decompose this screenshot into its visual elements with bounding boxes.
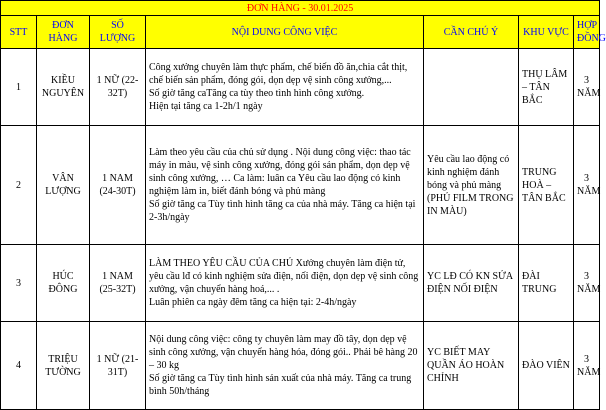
title-row	[1, 1, 600, 16]
row-stt: 3	[1, 245, 37, 322]
row-note: YC LĐ CÓ KN SỬA ĐIỆN NỐI ĐIỆN	[424, 245, 519, 322]
content-line: Số giờ tăng ca Tùy tình hình sản xuất của nhà máy. Tăng ca trung bình 50h/tháng	[149, 373, 412, 397]
table-row	[1, 126, 600, 245]
content-line: Số giờ tăng ca Tùy tình hình tăng ca của nhà máy. Tăng ca hiện tại 2-3h/ngày	[149, 199, 416, 223]
row-area: TRUNG HOÀ – TÂN BẮC	[519, 126, 574, 245]
row-note: Yêu cầu lao động có kinh nghiệm đánh bóng và phủ màng (PHỦ FILM TRONG IN MÀU)	[424, 126, 519, 245]
table-row	[1, 49, 600, 126]
row-note: YC BIẾT MAY QUẦN ÁO HOÀN CHỈNH	[424, 322, 519, 410]
content-line: Công xưởng chuyên làm thực phẩm, chế biến đồ ăn,chia cắt thịt, chế biến sản phẩm, đóng gói, dọn dẹp vệ sinh công xưởng,...	[149, 62, 408, 86]
content-line: LÀM THEO YÊU CẦU CỦA CHỦ Xưởng chuyên làm điện tử, yêu cầu lđ có kinh nghiệm sửa điện, nối điện, dọn dẹp vệ sinh công xưởng, vận chuyển hàng hoá,... .	[149, 258, 419, 295]
row-content	[146, 322, 424, 410]
row-stt: 2	[1, 126, 37, 245]
row-quantity: 1 NAM (25-32T)	[90, 245, 146, 322]
row-quantity: 1 NAM (24-30T)	[90, 126, 146, 245]
row-quantity: 1 NỮ (21-31T)	[90, 322, 146, 410]
row-order: VÂN LƯỢNG	[37, 126, 90, 245]
row-contract: 3 NĂM	[574, 245, 600, 322]
header-area: KHU VỰC	[519, 16, 574, 49]
content-line: Số giờ tăng caTăng ca tùy theo tình hình công xưởng.	[149, 88, 365, 99]
header-contract: HỢP ĐỒNG	[574, 16, 600, 49]
row-contract: 3 NĂM	[574, 126, 600, 245]
header-row	[1, 16, 600, 49]
row-content	[146, 126, 424, 245]
row-quantity: 1 NỮ (22-32T)	[90, 49, 146, 126]
content-line: Luân phiên ca ngày đêm tăng ca hiện tại: 2-4h/ngày	[149, 297, 357, 308]
table-row	[1, 322, 600, 410]
row-contract: 3 NĂM	[574, 49, 600, 126]
row-contract: 3 NĂM	[574, 322, 600, 410]
row-content	[146, 49, 424, 126]
content-line: Nội dung công việc: công ty chuyên làm may đồ tây, dọn dẹp vệ sinh công xưởng, vận chuyển hàng hóa, đóng gói.. Phải bê hàng 20 – 30 kg	[149, 334, 418, 371]
row-stt: 1	[1, 49, 37, 126]
row-area: ĐÀI TRUNG	[519, 245, 574, 322]
row-stt: 4	[1, 322, 37, 410]
header-stt: STT	[1, 16, 37, 49]
row-order: KIỀU NGUYÊN	[37, 49, 90, 126]
table-row	[1, 245, 600, 322]
row-area: THỤ LÂM – TÂN BẮC	[519, 49, 574, 126]
content-line: Hiện tại tăng ca 1-2h/1 ngày	[149, 101, 263, 112]
row-note	[424, 49, 519, 126]
header-note: CẦN CHÚ Ý	[424, 16, 519, 49]
header-quantity: SỐ LƯỢNG	[90, 16, 146, 49]
row-area: ĐÀO VIÊN	[519, 322, 574, 410]
header-content: NỘI DUNG CÔNG VIỆC	[146, 16, 424, 49]
row-content	[146, 245, 424, 322]
header-order: ĐƠN HÀNG	[37, 16, 90, 49]
content-line: Làm theo yêu cầu của chủ sử dụng . Nội dung công việc: thao tác máy in màu, vệ sinh công xưởng, đóng gói sản phẩm, dọn dẹp vệ sinh công xưởng, … Ca làm: luân ca Yêu cầu lao động có kinh nghiệm làm in, biết đánh bóng và phủ màng	[149, 147, 411, 197]
row-order: HÚC ĐÔNG	[37, 245, 90, 322]
row-order: TRIỆU TƯỜNG	[37, 322, 90, 410]
sheet-title: ĐƠN HÀNG - 30.01.2025	[1, 1, 600, 16]
